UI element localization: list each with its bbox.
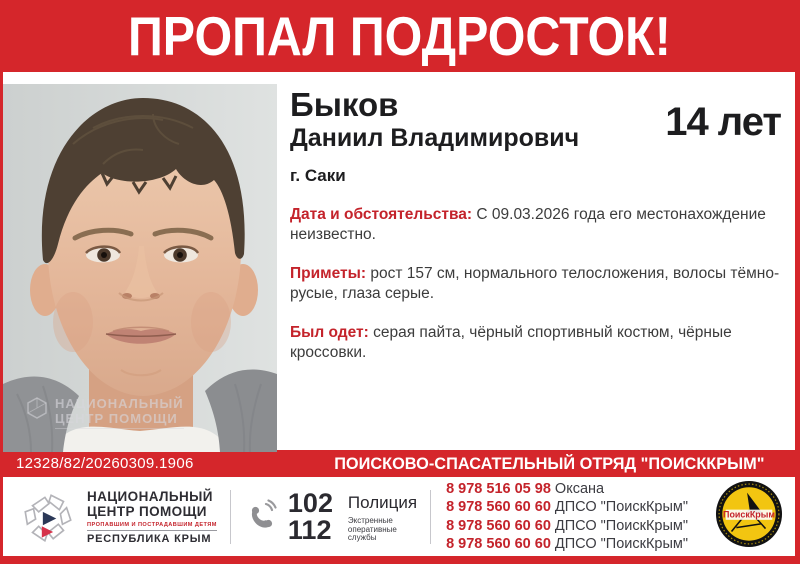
poisk-logo-text: ПоискКрым [723, 509, 775, 520]
footer-divider-2 [430, 490, 431, 544]
poiskkrym-round-logo-icon [715, 480, 783, 553]
detail-clothes [290, 323, 787, 363]
contact-row [446, 517, 688, 536]
person-info [277, 72, 795, 450]
detail-text: серая пайта, чёрный спортивный костюм, чёрные кроссовки. [290, 324, 732, 361]
contact-name: ДПСО "ПоискКрым" [554, 536, 688, 552]
case-id-code: 12328/82/20260309.1906 [16, 455, 194, 472]
ncp-divider [87, 530, 217, 531]
contact-name: Оксана [554, 480, 605, 497]
person-name-block [290, 87, 579, 154]
police-number: 102 [287, 487, 333, 518]
detail-appearance [290, 264, 787, 304]
portrait-photo [3, 84, 277, 452]
national-center-text [87, 489, 217, 545]
detail-text: рост 157 см, нормального телосложения, волосы тёмно-русые, глаза серые. [290, 265, 780, 302]
detail-label: Дата и обстоятельства: [290, 206, 473, 223]
watermark-line1: НАЦИОНАЛЬНЫЙ [55, 396, 184, 411]
watermark-line2: ЦЕНТР ПОМОЩИ [55, 411, 178, 426]
contact-phone: 8 978 560 60 60 [446, 536, 551, 552]
person-photo [3, 84, 277, 452]
contact-row [446, 535, 688, 554]
content-area [3, 72, 795, 450]
ncp-subtitle: ПРОПАВШИМ И ПОСТРАДАВШИМ ДЕТЯМ [87, 521, 217, 528]
detail-text: С 09.03.2026 года его местонахождение неизвестно. [290, 206, 766, 243]
footer [3, 477, 795, 556]
person-name-patronymic: Даниил Владимирович [290, 124, 580, 152]
ncp-line1: НАЦИОНАЛЬНЫЙ [87, 488, 213, 504]
ncp-region: РЕСПУБЛИКА КРЫМ [87, 532, 212, 545]
contact-row [446, 498, 688, 517]
detail-label: Приметы: [290, 265, 367, 282]
national-center-hexagon-logo-icon [17, 486, 79, 548]
emergency-label: Экстренные оперативные службы [347, 516, 397, 543]
rescue-team-name: ПОИСКОВО-СПАСАТЕЛЬНЫЙ ОТРЯД "ПОИСККРЫМ" [334, 453, 765, 473]
detail-label: Был одет: [290, 324, 369, 341]
person-age: 14 лет [665, 100, 781, 144]
contact-list [446, 480, 688, 554]
phone-handset-icon [244, 496, 280, 537]
contact-row [446, 480, 688, 499]
police-label: Полиция [347, 493, 418, 512]
contact-phone: 8 978 516 05 98 [446, 480, 551, 497]
alert-banner-title: ПРОПАЛ ПОДРОСТОК! [127, 5, 671, 67]
emergency-number: 112 [287, 514, 332, 545]
person-city: г. Саки [290, 166, 346, 185]
footer-divider-1 [230, 490, 231, 544]
contact-name: ДПСО "ПоискКрым" [554, 517, 688, 534]
detail-date-circumstances [290, 205, 787, 245]
ncp-line2: ЦЕНТР ПОМОЩИ [87, 504, 207, 519]
emergency-numbers [287, 487, 418, 545]
red-strip [3, 450, 795, 477]
person-surname: Быков [290, 86, 399, 123]
contact-phone: 8 978 560 60 60 [446, 499, 551, 515]
contact-name: ДПСО "ПоискКрым" [554, 499, 688, 515]
alert-banner [3, 0, 795, 72]
contact-phone: 8 978 560 60 60 [446, 517, 551, 534]
